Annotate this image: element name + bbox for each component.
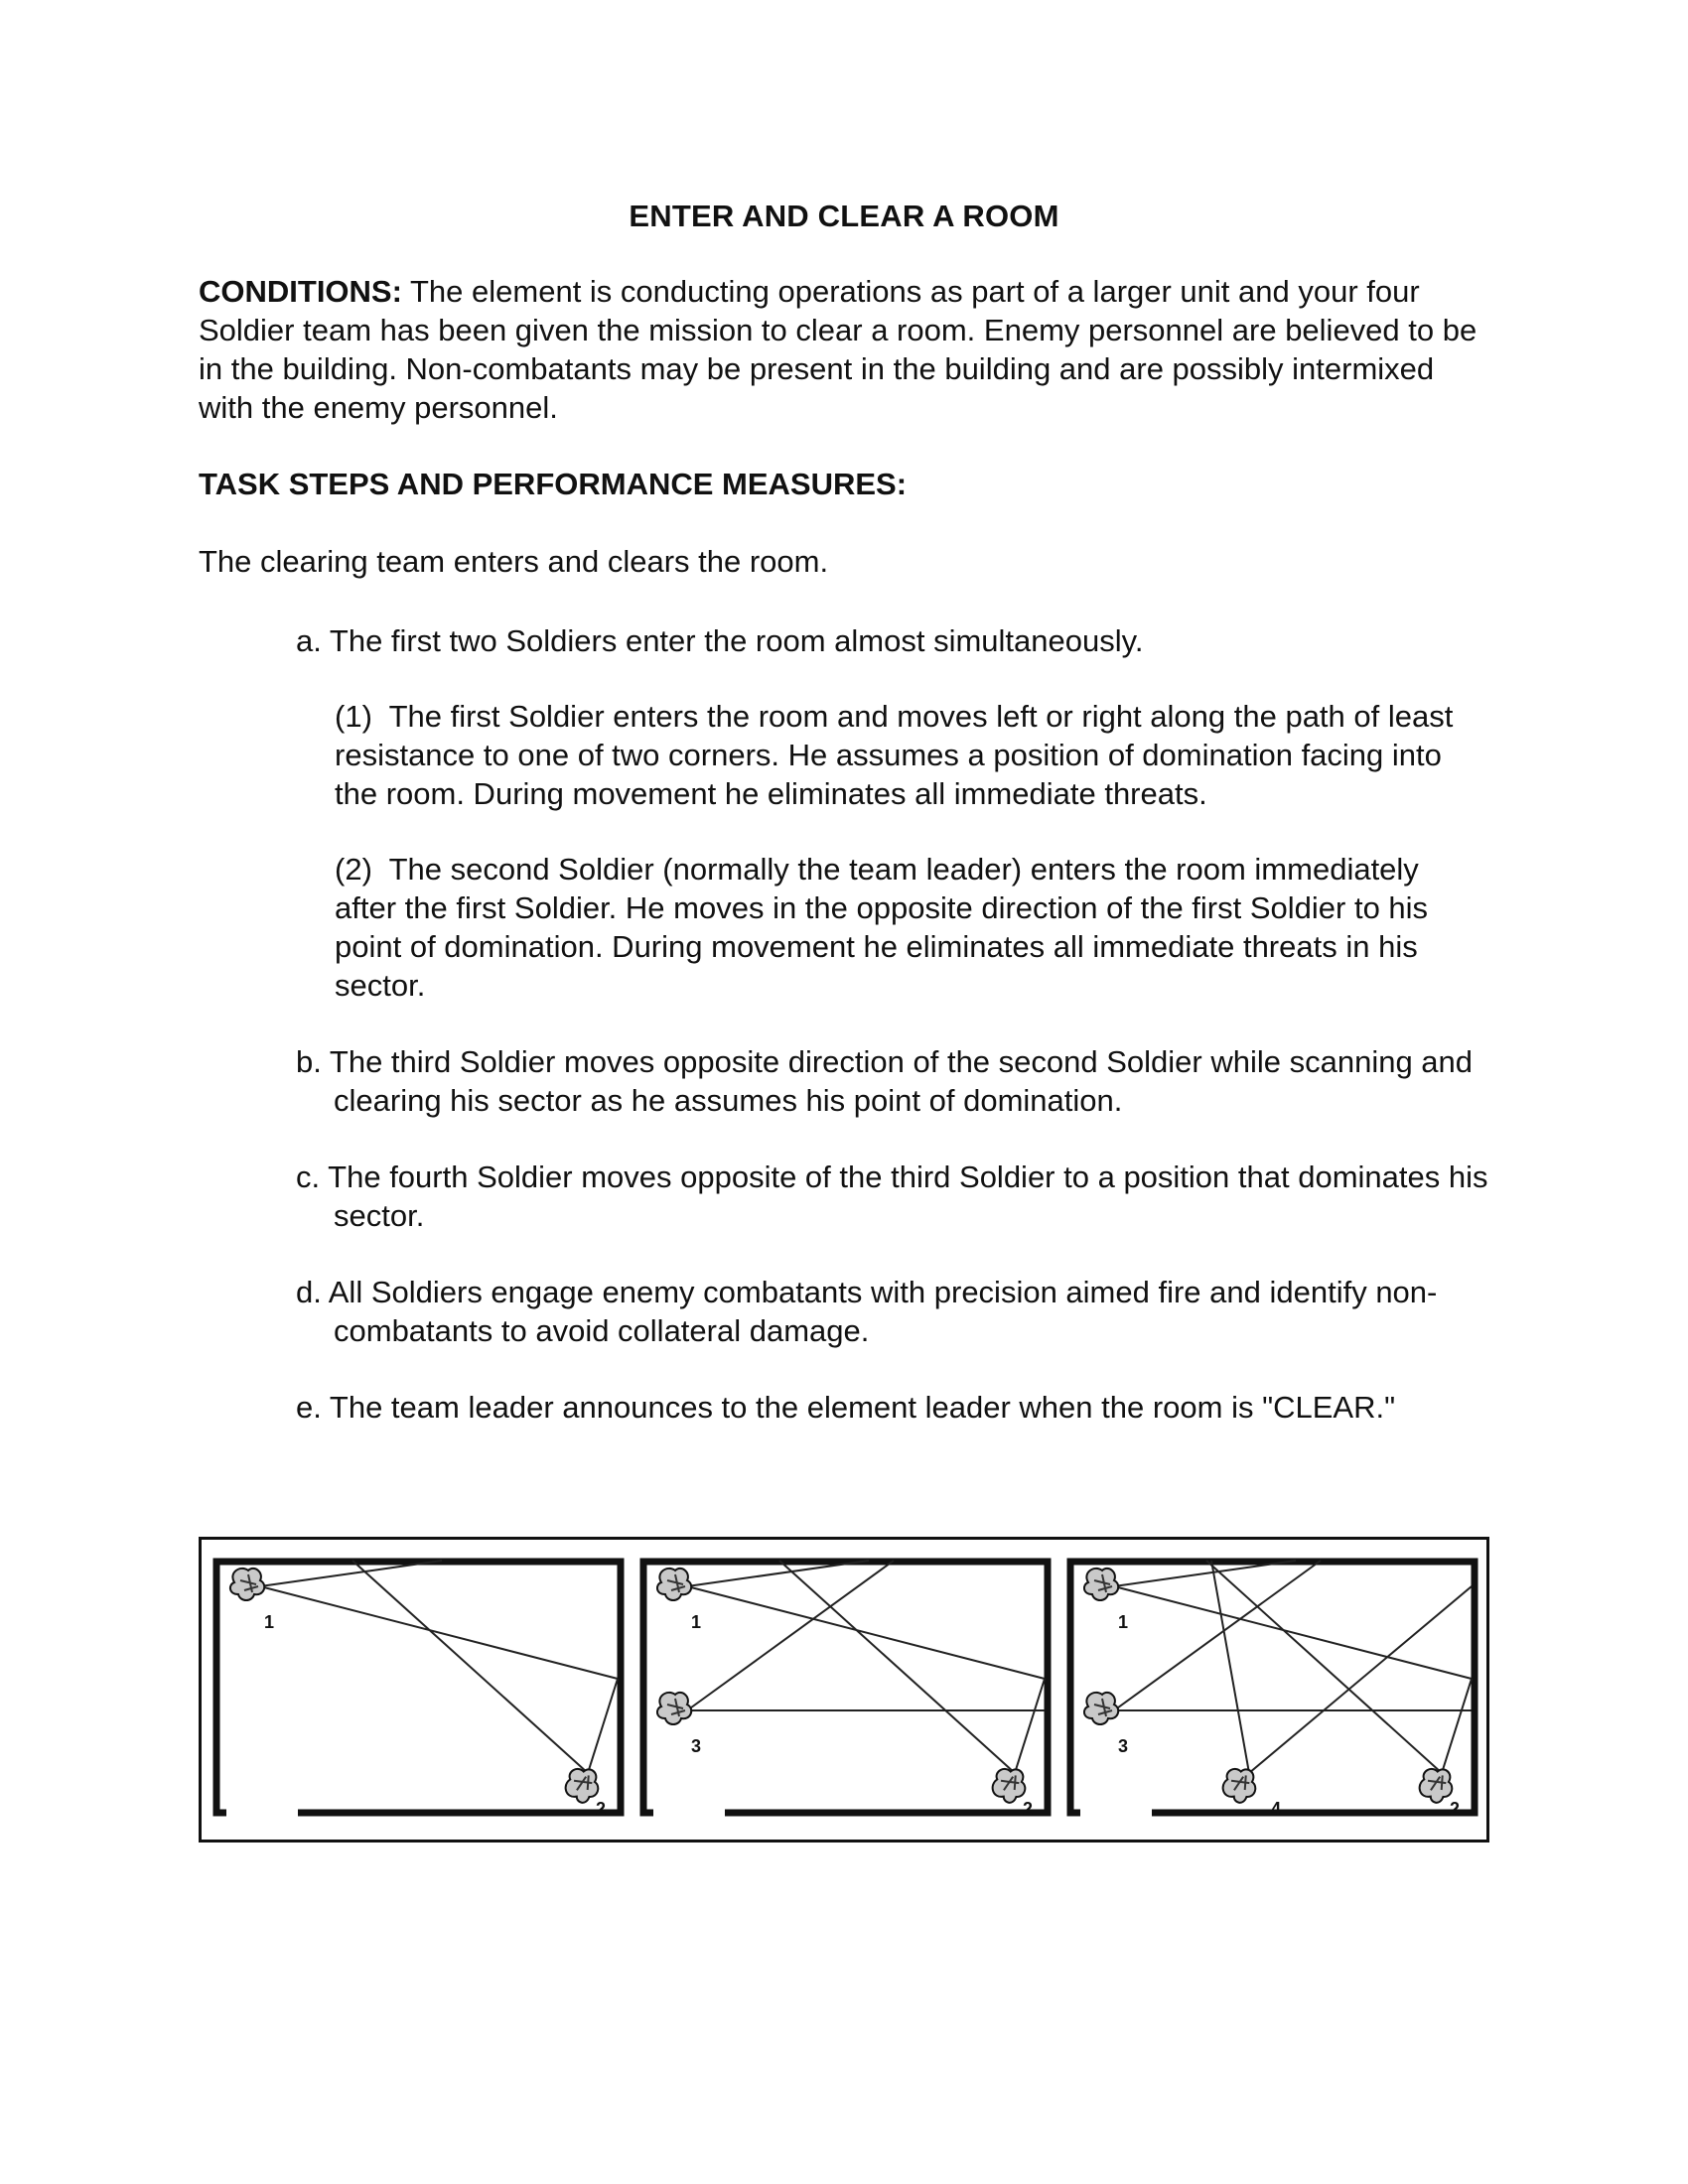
step-a1-text: The first Soldier enters the room and moves left or right along the path of least resistance to one of two corners. He assumes a position of domination facing into the room. During movement he eliminates all immediate threats. xyxy=(335,699,1454,811)
panel-1-label-2: 2 xyxy=(596,1799,607,1819)
step-a1-number: (1) xyxy=(335,699,389,734)
panel-3-label-4: 4 xyxy=(1271,1799,1282,1819)
panel-2-label-3: 3 xyxy=(691,1736,702,1756)
step-a2-number: (2) xyxy=(335,852,389,887)
step-d: d. All Soldiers engage enemy combatants with precision aimed fire and identify non-combatants to avoid collateral damage. xyxy=(296,1275,1438,1348)
panel-3-label-2: 2 xyxy=(1450,1799,1461,1819)
step-c: c. The fourth Soldier moves opposite of the third Soldier to a position that dominates his sector. xyxy=(296,1160,1488,1233)
room-clearing-svg xyxy=(199,1537,1489,1843)
conditions-paragraph xyxy=(199,272,1489,427)
panel-2-label-1: 1 xyxy=(691,1612,702,1632)
panel-3-label-3: 3 xyxy=(1118,1736,1129,1756)
conditions-text: The element is conducting operations as part of a larger unit and your four Soldier team has been given the mission to clear a room. Enemy personnel are believed to be in the building. Non-combatants may be present in the building and are possibly intermixed with the enemy personnel. xyxy=(199,274,1477,425)
room-clearing-diagram xyxy=(199,1537,1489,1843)
step-a2 xyxy=(335,850,1486,1005)
step-a2-text: The second Soldier (normally the team leader) enters the room immediately after the first Soldier. He moves in the opposite direction of the first Soldier to his point of domination. During movement he eliminates all immediate threats in his sector. xyxy=(335,852,1429,1003)
task-steps-heading: TASK STEPS AND PERFORMANCE MEASURES: xyxy=(199,467,908,501)
conditions-label: CONDITIONS: xyxy=(199,274,402,309)
step-a: a. The first two Soldiers enter the room almost simultaneously. xyxy=(296,623,1144,658)
step-e: e. The team leader announces to the element leader when the room is "CLEAR." xyxy=(296,1390,1396,1425)
step-b: b. The third Soldier moves opposite direction of the second Soldier while scanning and clearing his sector as he assumes his point of domination. xyxy=(296,1044,1474,1118)
panel-2-label-2: 2 xyxy=(1023,1799,1034,1819)
panel-1-label-1: 1 xyxy=(264,1612,275,1632)
intro-text: The clearing team enters and clears the room. xyxy=(199,544,829,579)
page-title: ENTER AND CLEAR A ROOM xyxy=(629,199,1059,233)
panel-3-label-1: 1 xyxy=(1118,1612,1129,1632)
step-a1 xyxy=(335,697,1486,813)
figure-border xyxy=(201,1539,1488,1842)
